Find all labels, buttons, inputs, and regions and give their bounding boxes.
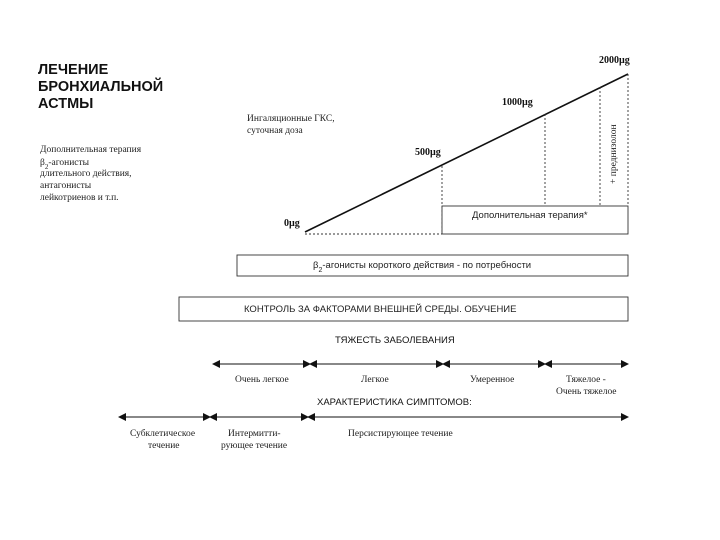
short-acting-rest: -агонисты короткого действия - по потребности: [322, 260, 532, 271]
side-note-line-5: лейкотриенов и т.п.: [40, 193, 119, 203]
severity-very-mild: Очень легкое: [235, 375, 289, 385]
environment-control-label: КОНТРОЛЬ ЗА ФАКТОРАМИ ВНЕШНЕЙ СРЕДЫ. ОБУЧЕНИЕ: [244, 304, 517, 315]
severity-mild: Легкое: [361, 375, 389, 385]
symptoms-intermittent-line-2: рующее течение: [221, 441, 288, 451]
title-line-2: БРОНХИАЛЬНОЙ: [38, 79, 164, 95]
symptoms-subclinical-line-1: Субклетическое: [130, 429, 196, 439]
symptoms-persistent: Персистирующее течение: [348, 429, 453, 439]
severity-severe-line-2: Очень тяжелое: [556, 387, 617, 397]
severity-severe-line-1: Тяжелое -: [566, 375, 606, 385]
title-line-1: ЛЕЧЕНИЕ: [38, 62, 109, 78]
side-note-line-1: Дополнительная терапия: [40, 145, 142, 155]
symptoms-subclinical-line-2: течение: [148, 441, 180, 451]
side-note-beta: β: [40, 158, 45, 168]
short-acting-beta: β: [313, 260, 319, 271]
dose-label-1000: 1000µg: [502, 97, 533, 108]
ics-label-line-1: Ингаляционные ГКС,: [247, 114, 335, 124]
title-line-3: АСТМЫ: [38, 96, 94, 112]
severity-heading: ТЯЖЕСТЬ ЗАБОЛЕВАНИЯ: [335, 335, 455, 346]
side-note-line-4: антагонисты: [40, 181, 92, 191]
dose-label-0: 0µg: [284, 218, 300, 229]
symptoms-heading: ХАРАКТЕРИСТИКА СИМПТОМОВ:: [317, 397, 472, 408]
additional-therapy-label: Дополнительная терапия*: [472, 210, 588, 221]
ics-label-line-2: суточная доза: [247, 126, 303, 136]
side-note-line-3: длительного действия,: [40, 169, 132, 179]
dose-label-500: 500µg: [415, 147, 441, 158]
short-acting-beta-sub: 2: [318, 266, 323, 274]
side-note-beta-sub: 2: [44, 163, 49, 171]
severity-moderate: Умеренное: [470, 375, 515, 385]
side-note-beta-rest: -агонисты: [48, 158, 90, 168]
prednisolone-label: + преднизолон: [609, 124, 619, 184]
symptoms-intermittent-line-1: Интермитти-: [228, 429, 281, 439]
dose-label-2000: 2000µg: [599, 55, 630, 66]
